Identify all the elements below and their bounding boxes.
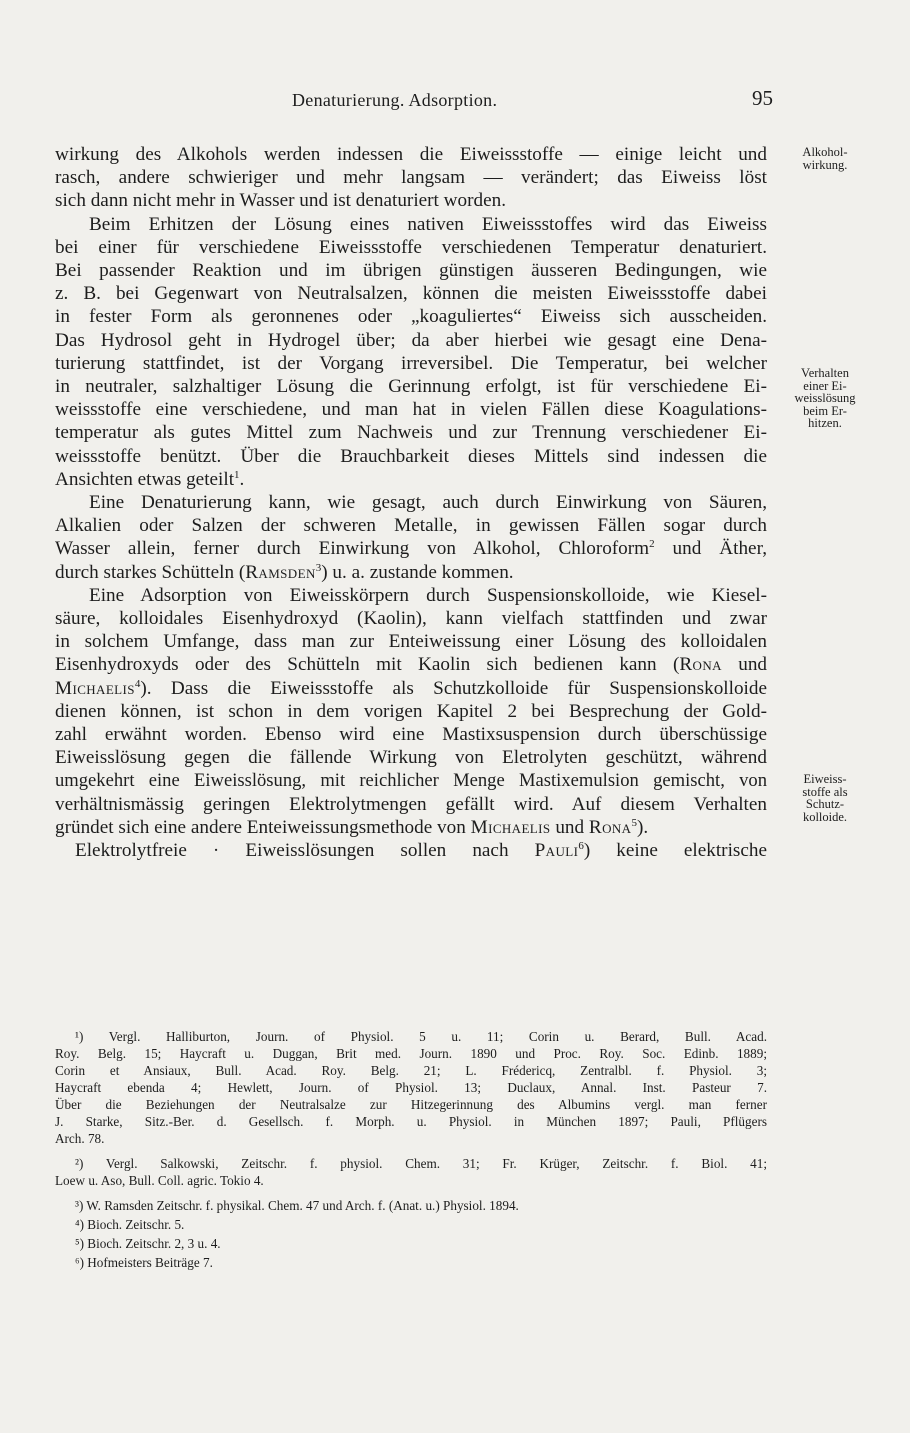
text-line: Alkalien oder Salzen der schweren Metalle, in gewissen Fällen sogar durch	[55, 515, 767, 537]
text-line: z. B. bei Gegenwart von Neutralsalzen, können die meisten Eiweissstoffe dabei	[55, 283, 767, 305]
text-line: temperatur als gutes Mittel zum Nachweis und zur Trennung verschiedener Ei-	[55, 422, 767, 444]
text-line: Bei passender Reaktion und im übrigen günstigen äusseren Bedingungen, wie	[55, 260, 767, 282]
page-number: 95	[752, 86, 773, 110]
margin-note-line: Eiweiss-	[803, 772, 847, 786]
footnote-line: Loew u. Aso, Bull. Coll. agric. Tokio 4.	[55, 1173, 264, 1188]
margin-note-line: wirkung.	[802, 157, 848, 172]
text-line: weissstoffe benützt. Über die Brauchbarkeit dieses Mittels sind indessen die	[55, 445, 767, 467]
text-run: ).	[636, 816, 649, 838]
footnote-1	[55, 1028, 767, 1147]
footnote-line: ⁴) Bioch. Zeitschr. 5.	[75, 1217, 185, 1232]
text-line: verhältnismässig geringen Elektrolytmengen gefällt wird. Auf diesem Verhalten	[55, 793, 767, 815]
text-line: zahl erwähnt worden. Ebenso wird eine Mastixsuspension durch überschüssige	[55, 724, 767, 746]
margin-note-schutzkolloide	[775, 773, 875, 823]
text-line: Beim Erhitzen der Lösung eines nativen Eiweissstoffes wird das Eiweiss	[89, 213, 767, 235]
footnote-5	[55, 1235, 767, 1252]
footnote-line: Haycraft ebenda 4; Hewlett, Journ. of Physiol. 13; Duclaux, Annal. Inst. Pasteur 7.	[55, 1080, 767, 1095]
body-text	[55, 143, 767, 862]
text-run: und	[550, 816, 589, 838]
text-line: wirkung des Alkohols werden indessen die Eiweissstoffe — einige leicht und	[55, 144, 767, 165]
text-line: Das Hydrosol geht in Hydrogel über; da aber hierbei wie gesagt eine Dena-	[55, 329, 767, 351]
page-header	[0, 86, 910, 116]
footnote-ref[interactable]: 1	[234, 468, 240, 481]
footnote-line: ³) W. Ramsden Zeitschr. f. physikal. Chem. 47 und Arch. f. (Anat. u.) Physiol. 1894.	[75, 1198, 519, 1213]
footnote-ref[interactable]: 5	[631, 816, 637, 829]
margin-note-line: Verhalten	[801, 366, 849, 380]
text-run: durch starkes Schütteln (	[55, 561, 246, 583]
text-run: Elektrolytfreie · Eiweisslösungen sollen nach	[75, 840, 535, 862]
text-line	[55, 677, 767, 700]
author-name: Ramsden	[245, 561, 316, 583]
text-line	[55, 561, 767, 584]
text-line: Eiweisslösung gegen die fällende Wirkung von Eletrolyten geschützt, während	[55, 747, 767, 769]
footnote-line: ⁶) Hofmeisters Beiträge 7.	[75, 1255, 213, 1270]
author-name: Michaelis	[470, 816, 551, 838]
margin-note-line: hitzen.	[808, 416, 842, 430]
author-name: Rona	[679, 654, 722, 676]
text-run: und Äther,	[654, 538, 767, 560]
text-line: in neutraler, salzhaltiger Lösung die Gerinnung erfolgt, ist für verschiedene Ei-	[55, 376, 767, 398]
paragraph	[55, 491, 767, 584]
text-line: in fester Form als geronnenes oder „koaguliertes“ Eiweiss sich ausscheiden.	[55, 306, 767, 328]
footnote-ref[interactable]: 3	[315, 561, 322, 574]
text-line: weissstoffe eine verschiedene, und man hat in vielen Fällen diese Koagulations-	[55, 399, 767, 421]
text-line: rasch, andere schwieriger und mehr langsam — verändert; das Eiweiss löst	[55, 167, 767, 189]
text-run: ). Dass die Eiweissstoffe als Schutzkolloide für Suspensionskolloide	[140, 677, 767, 699]
author-name: Pauli	[534, 840, 579, 862]
text-run: Eisenhydroxyds oder des Schütteln mit Kaolin sich bedienen kann (	[55, 654, 680, 676]
text-line	[55, 537, 767, 560]
margin-note-line: einer Ei-	[803, 378, 847, 393]
text-line: dienen können, ist schon in dem vorigen Kapitel 2 bei Besprechung der Gold-	[55, 700, 767, 722]
margin-note-line: beim Er-	[803, 403, 847, 418]
footnote-line: Roy. Belg. 15; Haycraft u. Duggan, Brit med. Journ. 1890 und Proc. Roy. Soc. Edinb. 1889;	[55, 1046, 767, 1061]
footnote-line: ¹) Vergl. Halliburton, Journ. of Physiol. 5 u. 11; Corin u. Berard, Bull. Acad.	[75, 1029, 767, 1044]
text-line: in solchem Umfange, dass man zur Enteiweissung einer Lösung des kolloidalen	[55, 631, 767, 653]
footnotes	[55, 1028, 767, 1273]
text-run: gründet sich eine andere Enteiweissungsmethode von	[55, 816, 471, 838]
text-run: .	[239, 468, 245, 490]
margin-note-verhalten	[775, 367, 875, 430]
text-run: Wasser allein, ferner durch Einwirkung von Alkohol, Chloroform	[55, 538, 650, 560]
text-run: und	[721, 654, 768, 676]
footnote-line: Corin et Ansiaux, Bull. Acad. Roy. Belg. 21; L. Frédericq, Zentralbl. f. Physiol. 3;	[55, 1063, 767, 1078]
text-run: Ansichten etwas geteilt	[55, 468, 235, 490]
margin-note-alkoholwirkung	[775, 146, 875, 171]
footnote-4	[55, 1216, 767, 1233]
margin-note-line: stoffe als	[802, 784, 848, 799]
footnote-2	[55, 1155, 767, 1189]
text-line: Eine Adsorption von Eiweisskörpern durch Suspensionskolloide, wie Kiesel-	[89, 584, 767, 606]
footnote-line: ⁵) Bioch. Zeitschr. 2, 3 u. 4.	[75, 1236, 221, 1251]
text-line	[55, 839, 767, 862]
paragraph	[55, 213, 767, 491]
footnote-line: ²) Vergl. Salkowski, Zeitschr. f. physiol. Chem. 31; Fr. Krüger, Zeitschr. f. Biol. 41;	[75, 1156, 767, 1171]
footnote-ref[interactable]: 6	[578, 840, 584, 853]
footnote-ref[interactable]: 4	[134, 677, 141, 690]
footnote-ref[interactable]: 2	[649, 538, 655, 551]
text-line: umgekehrt eine Eiweisslösung, mit reichlicher Menge Mastixemulsion gemischt, von	[55, 770, 767, 792]
margin-note-line: weisslösung	[794, 391, 856, 405]
footnote-line: J. Starke, Sitz.-Ber. d. Gesellsch. f. Morph. u. Physiol. in München 1897; Pauli, Pflügers	[55, 1114, 767, 1129]
paragraph	[55, 839, 767, 862]
margin-note-line: Schutz-	[805, 797, 845, 811]
paragraph	[55, 143, 767, 213]
text-line	[55, 653, 767, 676]
text-run: ) keine elektrische	[583, 840, 767, 862]
text-line: turierung stattfindet, ist der Vorgang irreversibel. Die Temperatur, bei welcher	[55, 352, 767, 374]
footnote-line: Arch. 78.	[55, 1131, 105, 1146]
text-line	[55, 468, 767, 491]
margin-note-line: Alkohol-	[802, 145, 848, 159]
margin-note-line: kolloide.	[802, 809, 848, 824]
author-name: Rona	[588, 816, 632, 838]
text-line: Eine Denaturierung kann, wie gesagt, auch durch Einwirkung von Säuren,	[89, 492, 767, 514]
running-title: Denaturierung. Adsorption.	[292, 90, 498, 110]
footnote-line: Über die Beziehungen der Neutralsalze zur Hitzegerinnung des Albumins vergl. man ferner	[55, 1097, 767, 1112]
footnote-6	[55, 1254, 767, 1271]
footnote-3	[55, 1197, 767, 1214]
text-line: sich dann nicht mehr in Wasser und ist denaturiert worden.	[55, 190, 507, 212]
paragraph	[55, 584, 767, 839]
text-line: bei einer für verschiedene Eiweissstoffe verschiedenen Temperatur denaturiert.	[55, 236, 767, 258]
text-line	[55, 816, 767, 839]
text-run: ) u. a. zustande kommen.	[321, 561, 514, 583]
text-line: säure, kolloidales Eisenhydroxyd (Kaolin), kann vielfach stattfinden und zwar	[55, 608, 767, 630]
author-name: Michaelis	[55, 677, 135, 699]
